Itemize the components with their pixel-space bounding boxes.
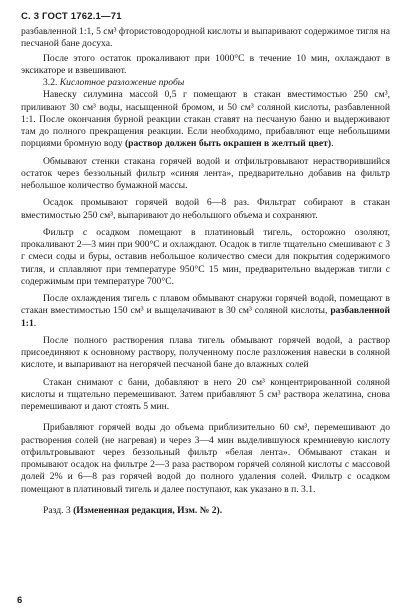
paragraph-6: Фильтр с осадком помещают в платиновый тигель, осторожно озоляют, прокаливают 2—3 мин при 900°С и охлаждают. Осадок в тигле тщательно смешивают с 3 г смеси соды и буры, оставив небольшое количество смеси для покрытия содержимого тигля, и сплавляют при температуре 950°С 15 мин, предварительно выдержав тигли с содержимым при температуре 700°С. xyxy=(21,226,390,287)
dilution-note: разбавленной 1:1 xyxy=(21,305,390,329)
paragraph-7-text: После охлаждения тигель с плавом обмывают снаружи горячей водой, помещают в стакан вместимостью 150 см³ и выщелачивают в 30 см³ соляной кислоты, xyxy=(21,293,390,317)
bromine-note: (раствор должен быть окрашен в желтый цвет) xyxy=(124,138,332,150)
paragraph-5: Осадок промывают горячей водой 6—8 раз. Фильтрат собирают в стакан вместимостью 250 см³, выпаривают до небольшого объема и сохраняют. xyxy=(21,197,390,221)
paragraph-3: Навеску силумина массой 0,5 г помещают в стакан вместимостью 250 см³, приливают 30 см³ воды, насыщенной бромом, и 50 см³ соляной кислоты, разбавленной 1:1. После окончания бурной реакции стакан ставят на песчаную баню и выдерживают там до полного прекращения реакции. Если необходимо, прибавляют еще небольшими порциями бромную воду (раствор должен быть окрашен в желтый цвет). xyxy=(21,89,390,150)
paragraph-2: После этого остаток прокаливают при 1000°С в течение 10 мин, охлаждают в эксикаторе и взвешивают. xyxy=(21,52,390,76)
page-number: 6 xyxy=(17,595,23,606)
paragraph-10: Прибавляют горячей воды до объема приблизительно 60 см³, перемешивают до растворения солей (не нагревая) и через 3—4 мин выделившуюся кремниевую кислоту отфильтровывают через беззольный фильтр «белая лента». Обмывают стакан и промывают осадок на фильтре 2—3 раза раствором горячей соляной кислоты с массовой долей 2% и 6—8 раз горячей водой до полного удаления солей. Фильтр с осадком помещают в платиновый тигель и далее поступают, как указано в п. 3.1. xyxy=(21,422,390,495)
amendment-text: (Измененная редакция, Изм. № 2). xyxy=(73,504,223,516)
section-title: Кислотное разложение пробы xyxy=(59,77,185,88)
amendment-label: Разд. 3 xyxy=(43,504,71,516)
paragraph-7: После охлаждения тигель с плавом обмывают снаружи горячей водой, помещают в стакан вместимостью 150 см³ и выщелачивают в 30 см³ соляной кислоты, разбавленной 1:1. xyxy=(21,293,390,329)
paragraph-8: После полного растворения плава тигель обмывают горячей водой, а раствор присоединяют к основному раствору, полученному после разложения навески в соляной кислоте, и выпаривают на негорячей песчаной бане до влажных солей xyxy=(21,334,390,371)
paragraph-9: Стакан снимают с бани, добавляют в него 20 см³ концентрированной соляной кислоты и тщательно перемешивают. Затем прибавляют 5 см³ раствора желатина, снова перемешивают и дают стоять 5 мин. xyxy=(21,376,390,412)
paragraph-4: Обмывают стенки стакана горячей водой и отфильтровывают нерастворившийся остаток через беззольный фильтр «синяя лента», предварительно добавив на фильтр небольшое количество бумажной массы. xyxy=(21,155,390,191)
section-number: 3.2. xyxy=(43,77,58,88)
page-header: С. 3 ГОСТ 1762.1—71 xyxy=(21,11,122,22)
document-body xyxy=(21,26,390,517)
amendment-note xyxy=(21,505,390,517)
paragraph-3-text: Навеску силумина массой 0,5 г помещают в стакан вместимостью 250 см³, приливают 30 см³ воды, насыщенной бромом, и 50 см³ соляной кислоты, разбавленной 1:1. После окончания бурной реакции стакан ставят на песчаную баню и выдерживают там до полного прекращения реакции. Если необходимо, прибавляют еще небольшими порциями бромную воду xyxy=(21,89,390,150)
section-heading xyxy=(21,77,390,89)
paragraph-1: разбавленной 1:1, 5 см³ фтористоводородной кислоты и выпаривают содержимое тигля на песчаной бане досуха. xyxy=(21,26,390,50)
